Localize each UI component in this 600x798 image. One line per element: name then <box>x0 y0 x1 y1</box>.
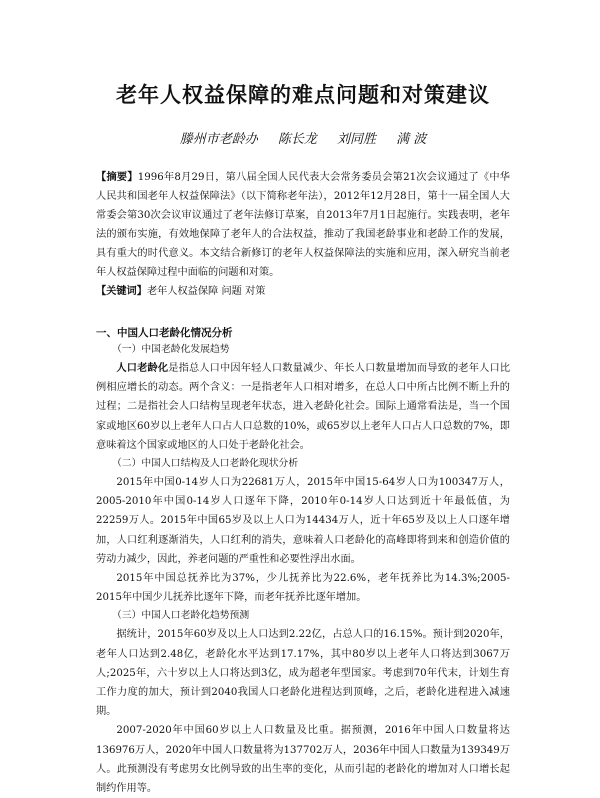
body-paragraph: 2015年中国0-14岁人口为22681万人，2015年中国15-64岁人口为100347万人，2005-2010年中国0-14岁人口逐年下降，2010年0-14岁人口达到近十年最低值，为22259万人。2015年中国65岁及以上人口为14434万人，近十年65岁及以上人口逐年增加，人口红利逐渐消失，人口红利的消失，意味着人口老龄化的高峰即将到来和创造价值的劳动力减少，因此，养老问题的严重性和必要性浮出水面。 <box>96 477 510 565</box>
abstract-text: 1996年8月29日，第八届全国人民代表大会常务委员会第21次会议通过了《中华人民共和国老年人权益保障法》（以下简称老年法），2012年12月28日，第十一届全国人大常委会第30次会议审议通过了老年法修订草案，自2013年7月1日起施行。实践表明，老年法的颁布实施，有效地保障了老年人的合法权益，推动了我国老龄事业和老龄工作的发展，具有重大的时代意义。本文结合新修订的老年人权益保障法的实施和应用，深入研究当前老年人权益保障过程中面临的问题和对策。 <box>96 172 510 278</box>
section-heading: 一、中国人口老龄化情况分析 <box>96 327 233 339</box>
subsection-heading: （二）中国人口结构及人口老龄化现状分析 <box>112 458 299 470</box>
paragraph-text: 是指总人口中因年轻人口数量减少、年长人口数量增加而导致的老年人口比例相应增长的动态。两个含义：一是指老年人口相对增多，在总人口中所占比例不断上升的过程；二是指社会人口结构呈现老年状态，进入老龄化社会。国际上通常看法是，当一个国家或地区60岁以上老年人口占人口总数的10%，或65岁以上老年人口占人口总数的7%，即意味着这个国家或地区的人口处于老龄化社会。 <box>96 363 511 451</box>
keywords-label: 【关键词】 <box>96 285 147 297</box>
author-name: 刘同胜 <box>337 132 377 147</box>
author-affiliation: 滕州市老龄办 <box>179 132 258 147</box>
author-name: 陈长龙 <box>277 132 317 147</box>
subsection-heading: （一）中国老龄化发展趋势 <box>112 344 230 355</box>
abstract <box>96 168 510 282</box>
term-lead: 人口老龄化 <box>116 362 169 374</box>
body-paragraph: 2015年中国总抚养比为37%，少儿抚养比为22.6%，老年抚养比为14.3%;2005-2015年中国少儿抚养比逐年下降，而老年抚养比逐年增加。 <box>96 573 510 604</box>
body-paragraph: 2007-2020年中国60岁以上人口数量及比重。据预测，2016年中国人口数量将达136976万人，2020年中国人口数量将为137702万人，2036年中国人口数量为139349万人。此预测没有考虑男女比例导致的出生率的变化，从而引起的老龄化的增加对人口增长起制约作用等。 <box>96 725 510 795</box>
author-line <box>96 132 510 148</box>
body-paragraph: 据统计，2015年60岁及以上人口达到2.22亿，占总人口的16.15%。预计到2020年，老年人口达到2.48亿，老龄化水平达到17.17%，其中80岁以上老年人口将达到3067万人;2025年，六十岁以上人口将达到3亿，成为超老年型国家。考虑到70年代末，计划生育工作力度的加大，预计到2040我国人口老龄化进程达到顶峰，之后，老龄化进程进入减速期。 <box>96 629 510 718</box>
subsection-heading: （三）中国人口老龄化趋势预测 <box>112 610 250 622</box>
abstract-label: 【摘要】 <box>96 171 138 183</box>
keywords-text: 老年人权益保障 问题 对策 <box>146 286 266 297</box>
keywords <box>96 282 510 301</box>
paper-title: 老年人权益保障的难点问题和对策建议 <box>116 83 490 107</box>
body-paragraph <box>96 359 510 455</box>
author-name: 满 波 <box>396 132 427 147</box>
